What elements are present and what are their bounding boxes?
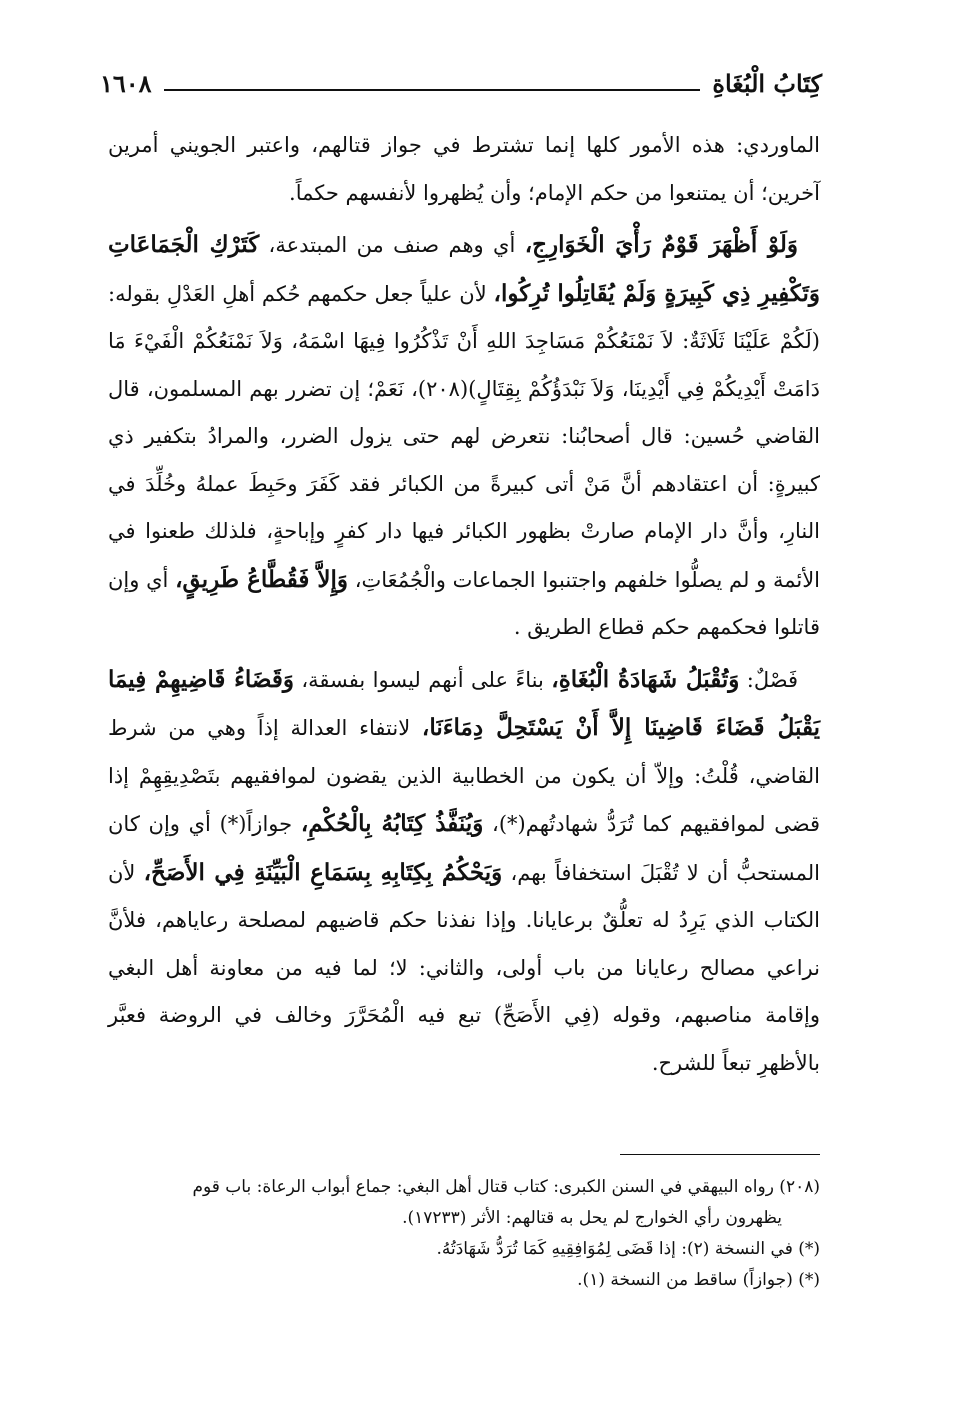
text-run: لأن علياً جعل حكمهم حُكم أهلِ العَدْلِ بقوله:(لَكُمْ عَلَيْنَا ثَلَاثَةٌ: لاَ نَمْنَعُكُمْ مَسَاجِدَ اللهِ أَنْ تَذْكُرُوا فِيهَا اسْمَهُ، وَلاَ نَمْنَعُكُمْ الْفَيْءَ مَا دَامَتْ أَيْدِيكُمْ فِي أَيْدِينَا، وَلاَ نَبْدَؤُكُمْ بِقِتَالٍ)(٢٠٨)، نَعَمْ؛ إن تضرر بهم المسلمون، قال القاضي حُسين: قال أصحابُنا: نتعرض لهم حتى يزول الضرر، والمرادُ بتكفير ذي كبيرةٍ: أن اعتقادهم أنَّ مَنْ أتى كبيرةً من الكبائر فقد كَفَرَ وحَبِطَ عملهُ وخُلِّدَ في النارِ، وأنَّ دار الإمام صارتْ بظهور الكبائر فيها دار كفرٍ وإباحةٍ، فلذلك طعنوا في الأئمة و لم يصلُّوا خلفهم واجتنبوا الجماعات والْجُمُعَاتِ، [108,281,821,592]
matn-run: وَقَضَاءُ قَاضِيهِمْ فِيمَا يَقْبَلُ قَضَاءَ قَاضِينَا إِلاَّ أَنْ يَسْتَحِلَّ دِمَاءَنَا، [108,665,820,741]
text-run: الماوردي: هذه الأمور كلها إنما تشترط في جواز قتالهم، واعتبر الجويني أمرين آخرين؛ أن يمتنعوا من حكم الإمام؛ وأن يُظهروا لأنفسهم حكماً. [108,133,820,205]
paragraph-3 [108,656,820,1088]
matn-run: وَيَحْكُمُ بِكِتَابِهِ بِسَمَاعِ الْبَيِّنَةِ فِي الأَصَحِّ، [143,858,503,886]
running-header [100,58,822,98]
main-text [108,122,820,1087]
matn-run: وَلَوْ أَظْهَرَ قَوْمٌ رَأْيَ الْخَوَارِجِ، [524,231,799,258]
page-number: ١٦٠٨ [100,69,152,98]
text-run: لانتفاء العدالة إذاً وهي من شرط القاضي، قُلْتُ: وإلاّ أن يكون من الخطابية الذين يقضون لموافقيهم بتَصْدِيقِهِمْ إذا قضى لموافقيهم كما تُرَدُّ شهادتُهم(*)، [108,716,820,836]
text-run: بناءً على أنهم ليسوا بفسقة، [293,667,552,692]
footnote-star-2: (*) (جوازاً) ساقط من النسخة (١). [577,1270,820,1290]
header-rule [164,89,701,91]
footnote-star-1: (*) في النسخة (٢): إذا قَضَى لِمُوَافِقِيهِ كَمَا تُرَدُّ شَهَادَتُهُ. [436,1239,820,1259]
paragraph-2 [108,221,820,652]
text-run: أي وهم صنف من المبتدعة، [259,233,525,257]
matn-run: وَتُقْبَلُ شَهَادَةُ الْبُغَاةِ، [551,665,740,693]
footnote-separator [620,1154,820,1155]
matn-run: وَإِلاَّ فَقُطَّاعُ طَرِيقٍ، [175,565,349,593]
book-title: كِتَابُ الْبُغَاةِ [712,69,822,98]
paragraph-1 [108,122,820,217]
footnotes [108,1172,820,1296]
matn-run: وَيُنَفَّذُ كِتَابُهُ بِالْحُكْمِ، [300,810,484,837]
text-run: جوازاً(*) أي وإن كان المستحبُّ أن لا تُقْبَلَ استخفافاً بهم، [108,812,820,885]
text-run: لأن الكتاب الذي يَرِدُ له تعلُّقٌ برعايانا. وإذا نفذنا حكم قاضيهم لمصلحة رعاياهم، فلأنَّ نراعي مصالح رعايانا من باب أولى، والثاني: لا؛ لما فيه من معاونة أهل البغي وإقامة مناصبهم، وقوله (فِي الأَصَحِّ) تبع فيه الْمُحَرَّرَ وخالف في الروضة فعبَّر بالأظهرِ تبعاً للشرح. [108,860,820,1075]
text-run: أي وإن قاتلوا فحكمهم حكم قطاع الطريق . [108,567,820,639]
text-run: فَصْلٌ: [739,667,799,692]
footnote-208: (٢٠٨) رواه البيهقي في السنن الكبرى: كتاب قتال أهل البغي: جماع أبواب الرعاة: باب قوم [192,1177,820,1197]
footnote-208-continuation: يظهرون رأي الخوارج لم يحل به قتالهم: الأثر (١٧٢٣٣). [402,1208,782,1228]
matn-run: كَتَرْكِ الْجَمَاعَاتِ وَتَكْفِيرِ ذِي كَبِيرَةٍ وَلَمْ يُقَاتِلُوا تُرِكُوا، [108,231,820,307]
